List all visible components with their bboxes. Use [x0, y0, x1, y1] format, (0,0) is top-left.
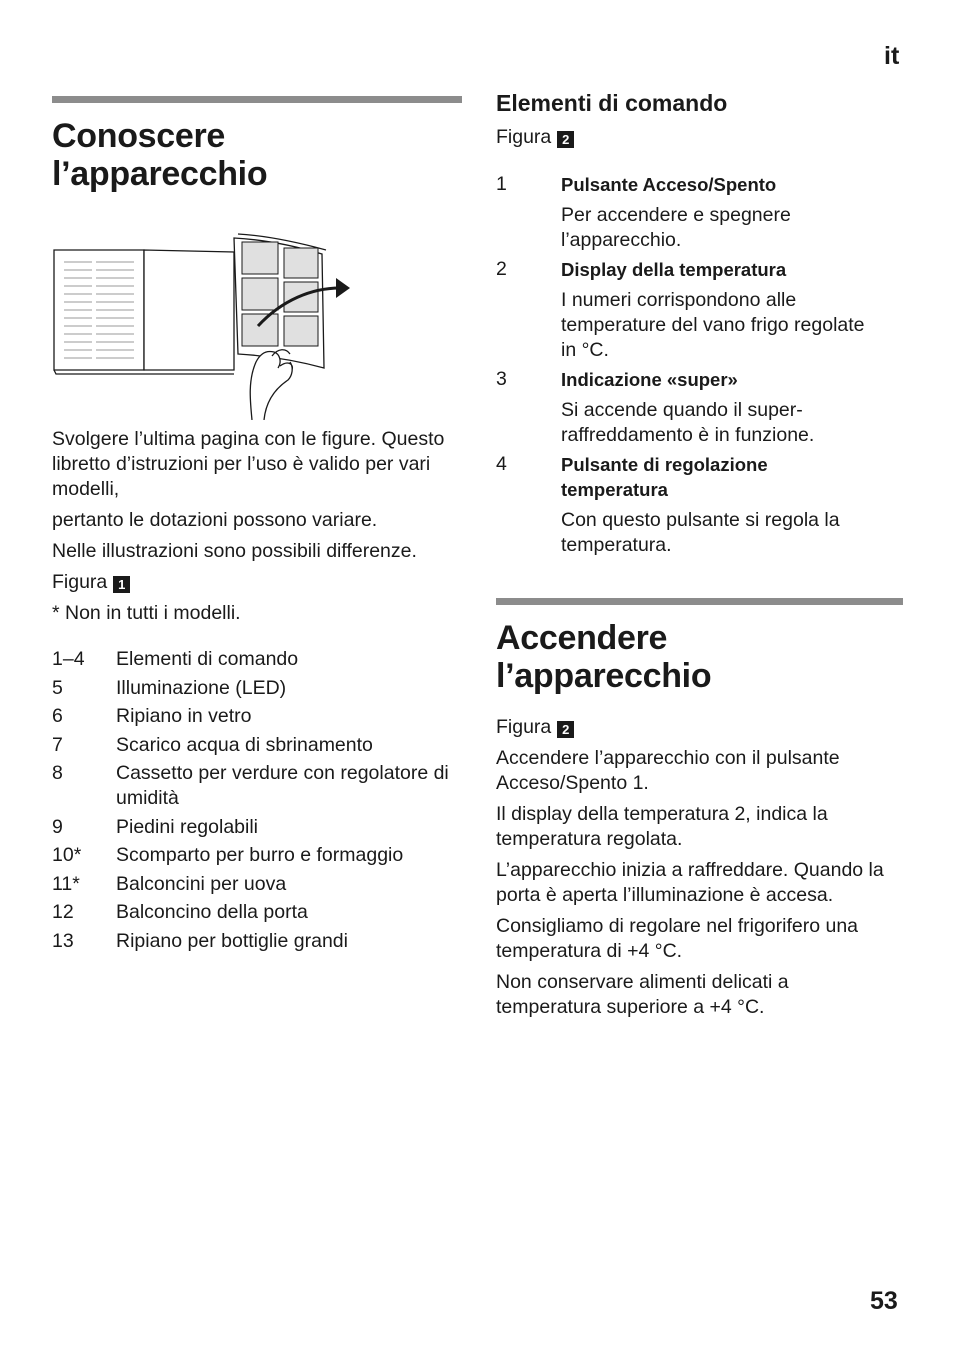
list-item: 9 Piedini regolabili — [52, 815, 259, 838]
list-item: 1–4 Elementi di comando — [52, 648, 299, 670]
figure-label: Figura — [496, 126, 552, 148]
figure-number-badge: 2 — [557, 721, 574, 738]
booklet-illustration — [52, 230, 352, 420]
intro-paragraph-1: Svolgere l’ultima pagina con le figure. Questo libretto d’istruzioni per l’uso è valido per vari modelli, — [52, 428, 445, 500]
page-number: 53 — [870, 1287, 898, 1315]
left-body — [52, 427, 452, 957]
figure-label: Figura — [496, 716, 552, 738]
switch-on-paragraph-2: Il display della temperatura 2, indica la temperatura regolata. — [496, 803, 828, 850]
intro-paragraph-3: Nelle illustrazioni sono possibili differenze. — [52, 540, 417, 562]
title-line-1: Conoscere — [52, 117, 226, 155]
intro-paragraph-2: pertanto le dotazioni possono variare. — [52, 509, 378, 531]
left-column — [52, 96, 462, 193]
language-code: it — [884, 42, 900, 70]
figure-reference — [52, 570, 452, 595]
list-item: 11* Balconcini per uova — [52, 872, 287, 895]
switch-on-paragraph-3: L’apparecchio inizia a raffreddare. Quando la porta è aperta l’illuminazione è accesa. — [496, 859, 884, 906]
switch-on-paragraph-1: Accendere l’apparecchio con il pulsante Acceso/Spento 1. — [496, 747, 840, 794]
list-item: 5 Illuminazione (LED) — [52, 676, 287, 699]
models-note: * Non in tutti i modelli. — [52, 602, 241, 624]
title-line-2: l’apparecchio — [52, 155, 268, 193]
control-item: 3 Indicazione «super» Si accende quando il super-raffreddamento è in funzione. — [496, 368, 815, 446]
list-item: 7 Scarico acqua di sbrinamento — [52, 733, 373, 756]
components-list — [52, 647, 452, 954]
figure-number-badge: 2 — [557, 131, 574, 148]
title-line-1: Accendere — [496, 619, 668, 657]
switch-on-figure-reference — [496, 715, 906, 740]
control-item: 4 Pulsante di regolazione temperatura Con questo pulsante si regola la temperatura. — [496, 453, 840, 556]
section-title-conoscere — [52, 117, 462, 193]
list-item: 13 Ripiano per bottiglie grandi — [52, 929, 348, 952]
section-rule — [496, 598, 903, 605]
right-column — [496, 88, 906, 1020]
controls-title: Elementi di comando — [496, 90, 728, 116]
figure-number-badge: 1 — [113, 576, 130, 593]
list-item: 8 Cassetto per verdure con regolatore di umidità — [52, 762, 449, 809]
list-item: 12 Balconcino della porta — [52, 901, 308, 923]
switch-on-paragraph-5: Non conservare alimenti delicati a temperatura superiore a +4 °C. — [496, 971, 789, 1018]
section-rule — [52, 96, 462, 103]
section-title-accendere — [496, 619, 906, 695]
control-item: 2 Display della temperatura I numeri corrispondono alle temperature del vano frigo regolate in °C. — [496, 258, 865, 361]
title-line-2: l’apparecchio — [496, 657, 712, 695]
control-item: 1 Pulsante Acceso/Spento Per accendere e spegnere l’apparecchio. — [496, 173, 791, 251]
list-item: 10* Scomparto per burro e formaggio — [52, 844, 404, 866]
controls-list — [496, 172, 866, 562]
controls-figure-reference — [496, 125, 906, 150]
switch-on-paragraph-4: Consigliamo di regolare nel frigorifero una temperatura di +4 °C. — [496, 915, 859, 962]
figure-label: Figura — [52, 571, 108, 593]
list-item: 6 Ripiano in vetro — [52, 705, 252, 727]
